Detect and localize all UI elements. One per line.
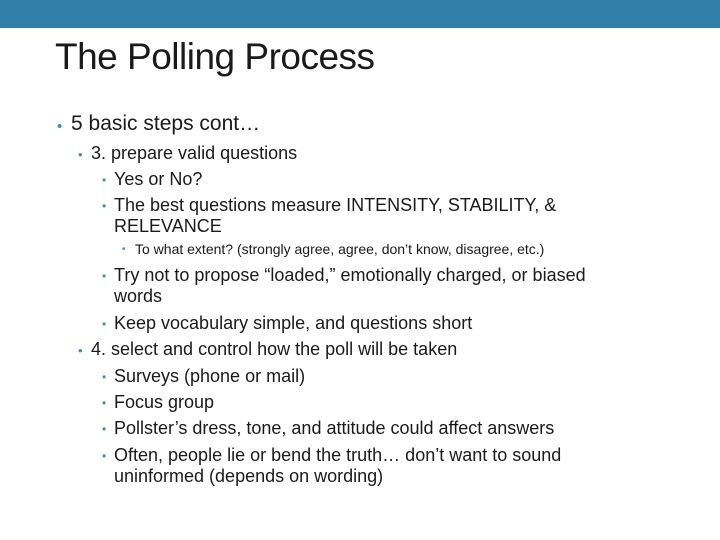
bullet-marker: •	[102, 317, 107, 331]
bullet-line: The best questions measure INTENSITY, STABILITY, &	[114, 195, 557, 215]
bullet-line: RELEVANCE	[114, 216, 222, 236]
bullet-line: Try not to propose “loaded,” emotionally charged, or biased	[114, 265, 586, 285]
bullet-level3	[114, 445, 561, 487]
bullet-level3: Surveys (phone or mail)	[114, 366, 306, 386]
bullet-level3: Focus group	[114, 392, 215, 412]
bullet-marker: •	[78, 147, 83, 162]
bullet-level3	[114, 265, 586, 307]
bullet-level1: 5 basic steps cont…	[71, 112, 261, 135]
bullet-level3: Keep vocabulary simple, and questions short	[114, 313, 473, 333]
bullet-line: uninformed (depends on wording)	[114, 466, 384, 486]
bullet-marker: •	[102, 422, 107, 436]
bullet-marker: •	[122, 244, 126, 255]
bullet-marker: •	[102, 449, 107, 463]
bullet-line: words	[114, 286, 163, 306]
bullet-level3: Pollster’s dress, tone, and attitude could affect answers	[114, 418, 555, 438]
bullet-level4: To what extent? (strongly agree, agree, don’t know, disagree, etc.)	[135, 241, 545, 257]
bullet-level2: 3. prepare valid questions	[91, 143, 298, 163]
bullet-marker: •	[102, 173, 107, 187]
bullet-level3	[114, 195, 556, 237]
bullet-marker: •	[78, 343, 83, 358]
bullet-marker: •	[102, 199, 107, 213]
slide-title: The Polling Process	[55, 36, 375, 77]
bullet-marker: •	[102, 396, 107, 410]
bullet-marker: •	[102, 370, 107, 384]
bullet-level3: Yes or No?	[114, 169, 203, 189]
bullet-level2: 4. select and control how the poll will be taken	[91, 339, 458, 359]
bullet-marker: •	[102, 269, 107, 283]
bullet-line: Often, people lie or bend the truth… don’t want to sound	[114, 445, 562, 465]
bullet-marker: •	[57, 118, 63, 135]
